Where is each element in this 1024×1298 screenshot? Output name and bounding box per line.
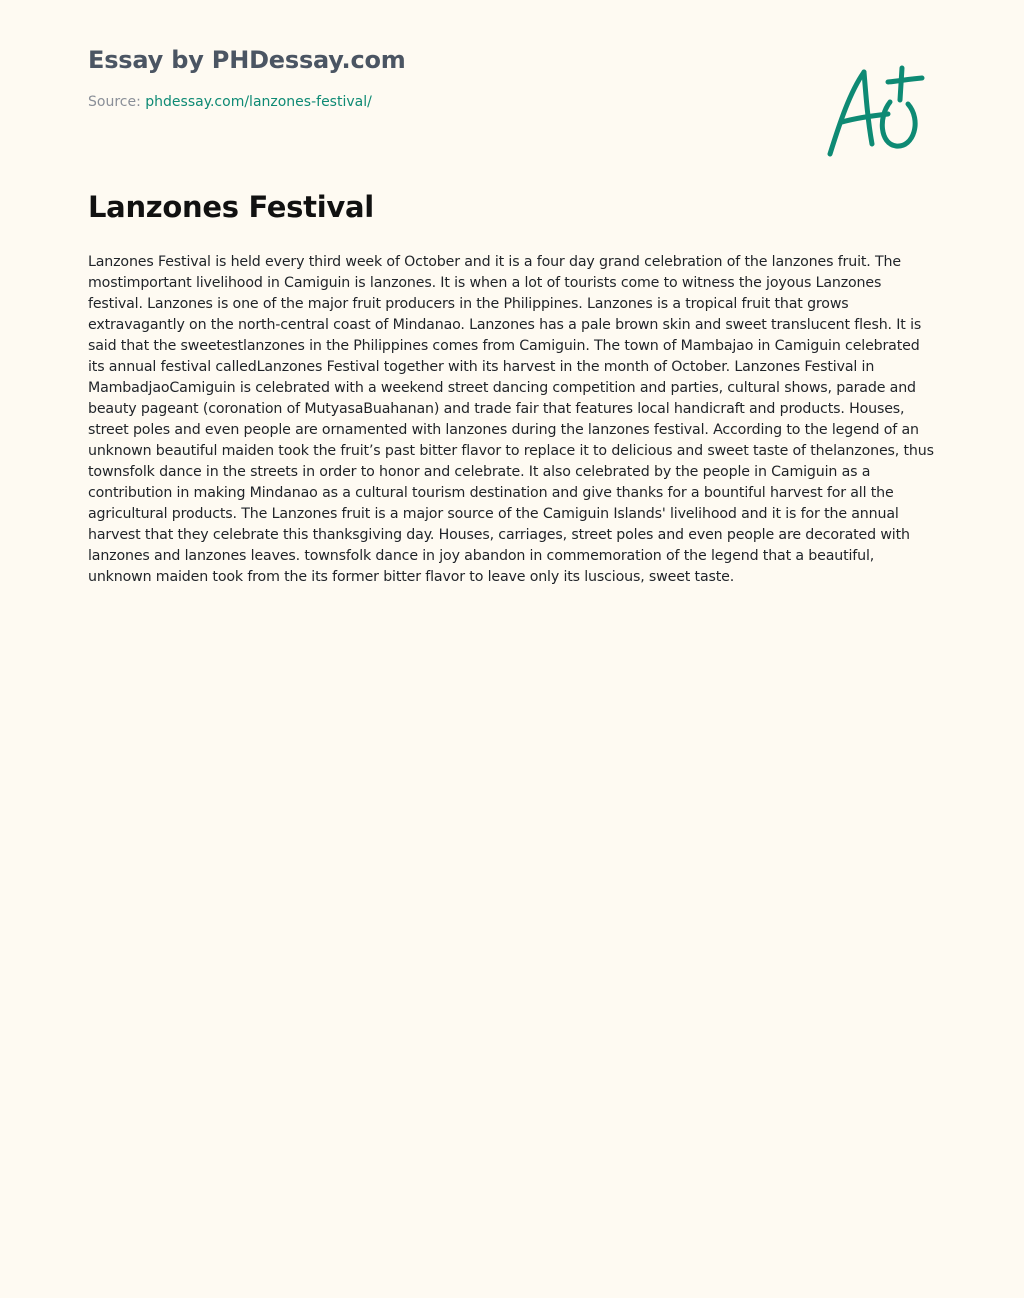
source-link[interactable]: phdessay.com/lanzones-festival/	[145, 94, 372, 110]
essay-body: Lanzones Festival is held every third week of October and it is a four day grand celebration of the lanzones fruit. The mostimportant livelihood in Camiguin is lanzones. It is when a lot of tourists come to witness the joyous Lanzones festival. Lanzones is one of the major fruit producers in the Philippines. Lanzones is a tropical fruit that grows extravagantly on the north-central coast of Mindanao. Lanzones has a pale brown skin and sweet translucent flesh. It is said that the sweetestlanzones in the Philippines comes from Camiguin. The town of Mambajao in Camiguin celebrated its annual festival calledLanzones Festival together with its harvest in the month of October. Lanzones Festival in MambadjaoCamiguin is celebrated with a weekend street dancing competition and parties, cultural shows, parade and beauty pageant (coronation of MutyasaBuahanan) and trade fair that features local handicraft and products. Houses, street poles and even people are ornamented with lanzones during the lanzones festival. According to the legend of an unknown beautiful maiden took the fruit’s past bitter flavor to replace it to delicious and sweet taste of thelanzones, thus townsfolk dance in the streets in order to honor and celebrate. It also celebrated by the people in Camiguin as a contribution in making Mindanao as a cultural tourism destination and give thanks for a bountiful harvest for all the agricultural products. The Lanzones fruit is a major source of the Camiguin Islands' livelihood and it is for the annual harvest that they celebrate this thanksgiving day. Houses, carriages, street poles and even people are decorated with lanzones and lanzones leaves. townsfolk dance in joy abandon in commemoration of the legend that a beautiful, unknown maiden took from the its former bitter flavor to leave only its luscious, sweet taste.	[88, 254, 934, 585]
page-title: Lanzones Festival	[88, 190, 374, 224]
page-header	[88, 46, 406, 110]
a-plus-grade-icon	[822, 62, 932, 162]
site-title: Essay by PHDessay.com	[88, 46, 406, 74]
source-label: Source:	[88, 94, 141, 110]
source-line	[88, 94, 406, 110]
